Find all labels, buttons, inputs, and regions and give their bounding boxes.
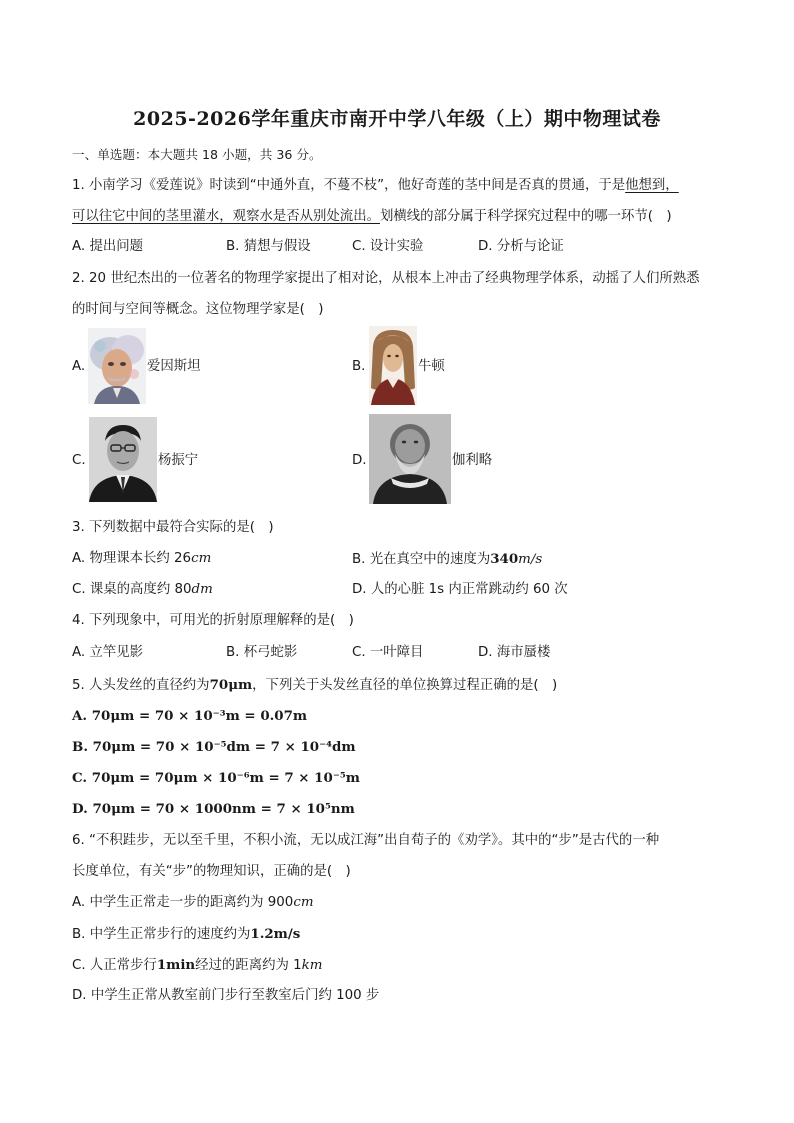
newton-portrait	[369, 326, 417, 405]
q5-option-a: A. 70μm = 70 × 10⁻³m = 0.07m	[72, 708, 308, 724]
q1-text: 1. 小南学习《爱莲说》时读到“中通外直，不蔓不枝”，他好奇莲的茎中间是否真的贯通，于是	[72, 178, 626, 193]
q5-option-c: C. 70μm = 70μm × 10⁻⁶m = 7 × 10⁻⁵m	[72, 770, 360, 786]
section-heading: 一、单选题：本大题共 18 小题，共 36 分。	[72, 147, 322, 162]
q5-text-a: 5. 人头发丝的直径约为	[72, 678, 210, 693]
q2-option-d-letter: D.	[352, 453, 367, 468]
q6-b-text: B. 中学生正常步行的速度约为	[72, 927, 251, 942]
q5-value: 70μm	[209, 677, 253, 693]
q6-a-unit: cm	[293, 895, 314, 910]
q1-text-2: 划横线的部分属于科学探究过程中的哪一环节( )	[379, 209, 672, 224]
question-5-stem	[72, 676, 557, 695]
q3-b-unit: m/s	[518, 552, 543, 567]
question-2-line-2: 的时间与空间等概念。这位物理学家是( )	[72, 302, 324, 317]
question-6-line-2: 长度单位，有关“步”的物理知识，正确的是( )	[72, 864, 351, 879]
q3-option-a	[72, 550, 211, 568]
q2-option-a-letter: A.	[72, 359, 86, 374]
q6-option-b	[72, 925, 300, 944]
q6-c-text-a: C. 人正常步行	[72, 958, 157, 973]
q6-c-value: 1min	[156, 957, 196, 973]
q6-c-unit: km	[301, 958, 323, 973]
q6-b-value: 1.2m/s	[250, 926, 301, 942]
q6-option-c	[72, 956, 322, 975]
q3-option-c	[72, 581, 213, 599]
q3-option-d: D. 人的心脏 1s 内正常跳动约 60 次	[352, 582, 568, 597]
q2-option-a-name: 爱因斯坦	[147, 359, 201, 374]
q2-option-b-letter: B.	[352, 359, 366, 374]
q6-option-a	[72, 894, 314, 912]
question-3-stem: 3. 下列数据中最符合实际的是( )	[72, 520, 274, 535]
q1-option-d: D. 分析与论证	[478, 239, 564, 254]
q1-option-a: A. 提出问题	[72, 239, 143, 254]
question-2-line-1: 2. 20 世纪杰出的一位著名的物理学家提出了相对论，从根本上冲击了经典物理学体系，动摇了人们所熟悉	[72, 271, 700, 286]
q4-option-d: D. 海市蜃楼	[478, 645, 551, 660]
q6-option-d: D. 中学生正常从教室前门步行至教室后门约 100 步	[72, 988, 380, 1003]
q1-underlined-text-2: 可以往它中间的茎里灌水，观察水是否从别处流出。	[72, 209, 380, 224]
q3-c-text: C. 课桌的高度约 80	[72, 582, 192, 597]
q3-b-text: B. 光在真空中的速度为	[352, 552, 491, 567]
q3-c-unit: dm	[191, 582, 213, 597]
question-4-stem: 4. 下列现象中，可用光的折射原理解释的是( )	[72, 613, 354, 628]
q4-option-b: B. 杯弓蛇影	[226, 645, 298, 660]
galileo-portrait	[369, 414, 451, 504]
exam-title: 2025-2026学年重庆市南开中学八年级（上）期中物理试卷	[133, 108, 661, 130]
q2-option-c-letter: C.	[72, 453, 86, 468]
question-1-line-1	[72, 177, 679, 195]
q6-c-text-b: 经过的距离约为 1	[195, 958, 302, 973]
q2-option-c-name: 杨振宁	[158, 453, 199, 468]
question-1-line-2	[72, 208, 672, 226]
q4-option-a: A. 立竿见影	[72, 645, 143, 660]
q3-a-unit: cm	[191, 551, 212, 566]
q1-option-c: C. 设计实验	[352, 239, 424, 254]
q1-option-b: B. 猜想与假设	[226, 239, 311, 254]
q4-option-c: C. 一叶障目	[352, 645, 424, 660]
q2-option-d-name: 伽利略	[452, 453, 493, 468]
q3-b-value: 340	[490, 551, 519, 567]
q1-underlined-text: 他想到，	[625, 178, 679, 193]
q3-a-text: A. 物理课本长约 26	[72, 551, 192, 566]
question-6-line-1: 6. “不积跬步，无以至千里，不积小流，无以成江海”出自荀子的《劝学》。其中的“步”是古代的一种	[72, 833, 660, 848]
einstein-portrait	[88, 328, 146, 404]
q6-a-text: A. 中学生正常走一步的距离约为 900	[72, 895, 294, 910]
q5-option-d: D. 70μm = 70 × 1000nm = 7 × 10⁵nm	[72, 801, 355, 817]
q5-text-b: ，下列关于头发丝直径的单位换算过程正确的是( )	[252, 678, 558, 693]
q3-option-b	[352, 550, 542, 569]
q5-option-b: B. 70μm = 70 × 10⁻⁵dm = 7 × 10⁻⁴dm	[72, 739, 356, 755]
yang-portrait	[89, 417, 157, 502]
q2-option-b-name: 牛顿	[418, 359, 445, 374]
